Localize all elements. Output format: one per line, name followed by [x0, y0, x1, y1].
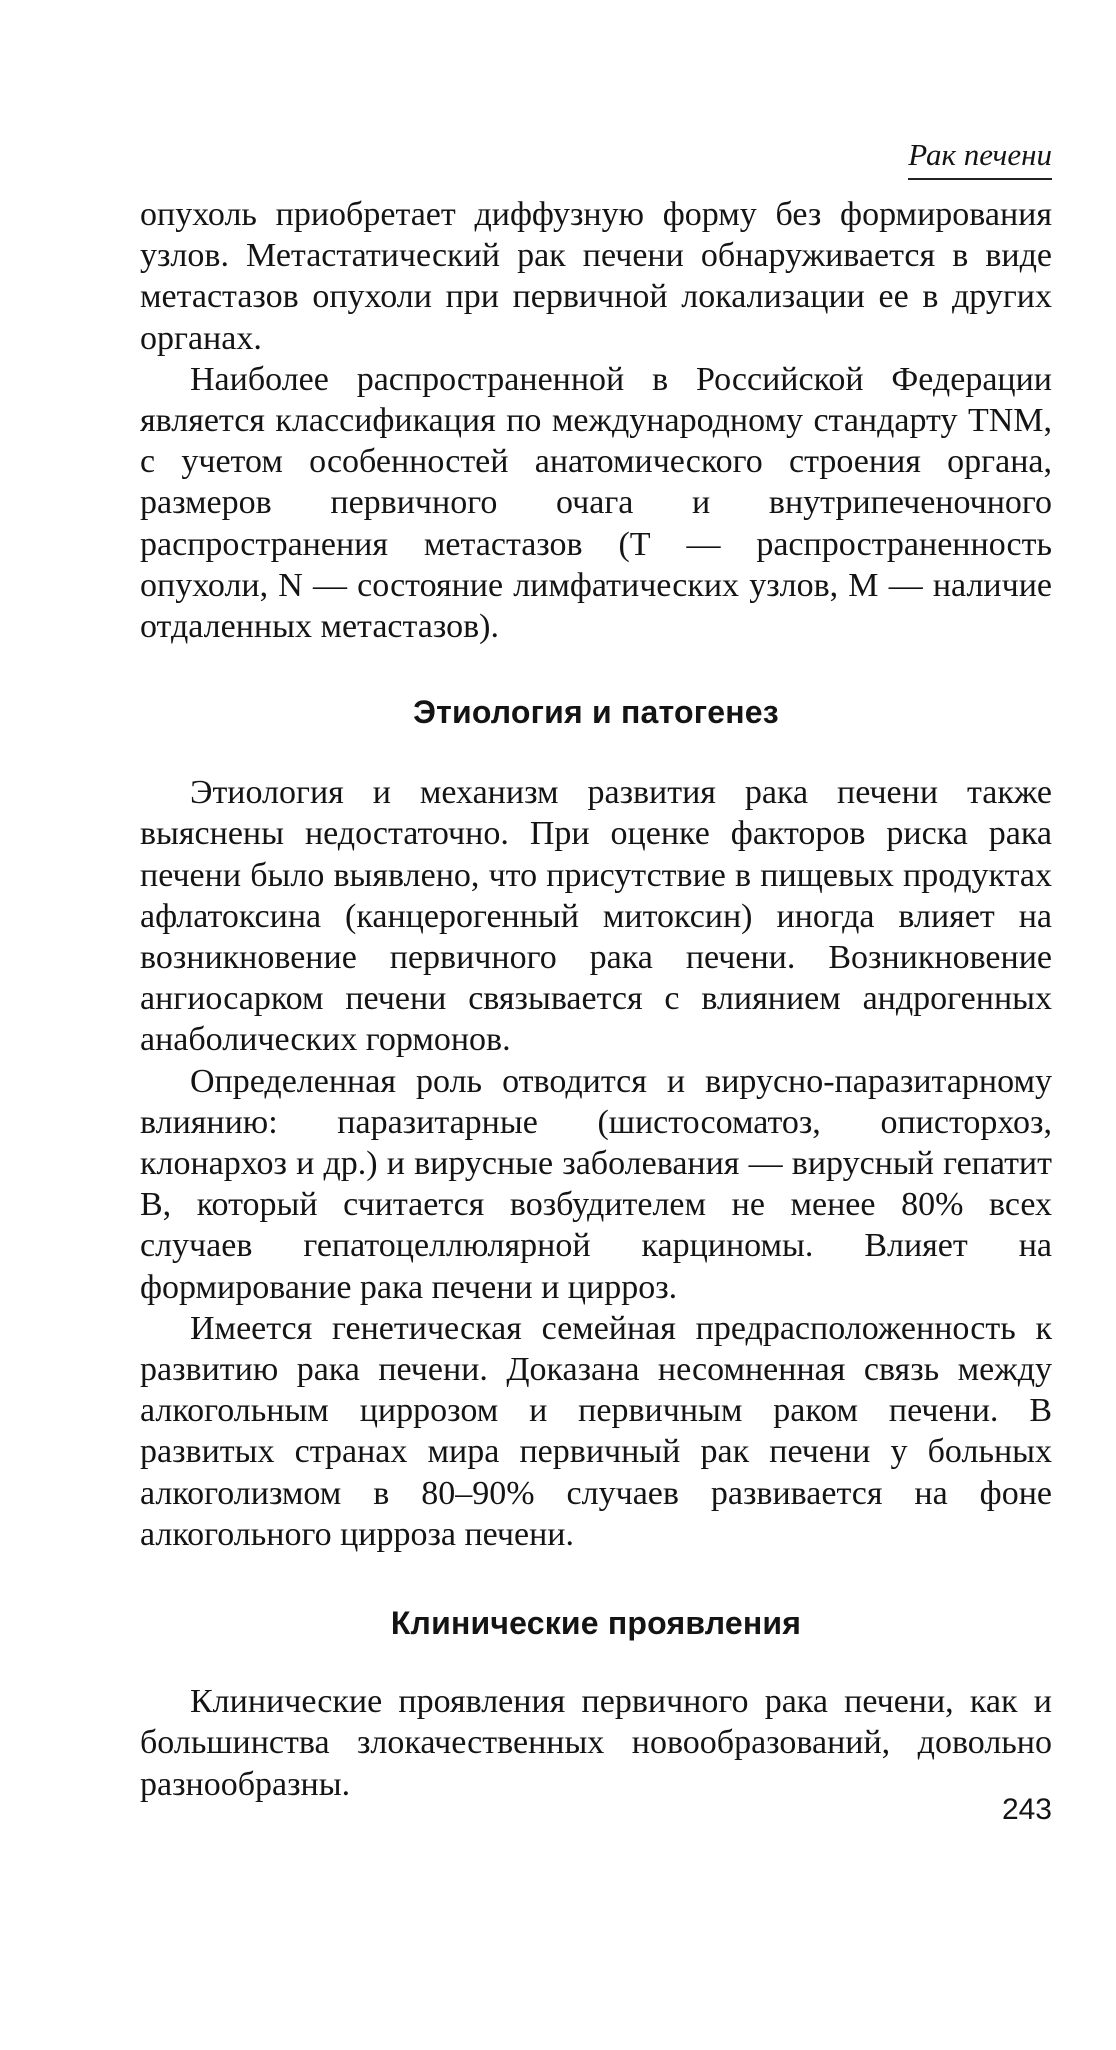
paragraph-clinical-1: Клинические проявления первичного рака печени, как и большинства злокачественных новообразований, довольно разнообразны. [140, 1683, 1052, 1803]
running-head: Рак печени [908, 136, 1052, 180]
paragraph-etiology-3: Имеется генетическая семейная предрасположенность к развитию рака печени. Доказана несомненная связь между алкогольным циррозом и первичным раком печени. В развитых странах мира первичный рак печени у больных алкоголизмом в 80–90% случаев развивается на фоне алкогольного цирроза печени. [140, 1309, 1052, 1553]
paragraph-continuation: опухоль приобретает диффузную форму без формирования узлов. Метастатический рак печени обнаруживается в виде метастазов опухоли при первичной локализации ее в других органах. [140, 196, 1052, 357]
page-body [140, 194, 1052, 1805]
paragraph-etiology-1: Этиология и механизм развития рака печени также выяснены недостаточно. При оценке факторов риска рака печени было выявлено, что присутствие в пищевых продуктах афлатоксина (канцерогенный митоксин) иногда влияет на возникновение первичного рака печени. Возникновение ангиосарком печени связывается с влиянием андрогенных анаболических гормонов. [140, 774, 1052, 1059]
paragraph-classification: Наиболее распространенной в Российской Федерации является классификация по международному стандарту TNM, с учетом особенностей анатомического строения органа, размеров первичного очага и внутрипеченочного распространения метастазов (Т — распространенность опухоли, N — состояние лимфатических узлов, М — наличие отдаленных метастазов). [140, 360, 1052, 646]
page-number: 243 [1001, 1793, 1052, 1826]
section-heading-etiology: Этиология и патогенез [413, 694, 779, 731]
paragraph-etiology-2: Определенная роль отводится и вирусно-паразитарному влиянию: паразитарные (шистосоматоз, описторхоз, клонархоз и др.) и вирусные заболевания — вирусный гепатит В, который считается возбудителем не менее 80% всех случаев гепатоцеллюлярной карциномы. Влияет на формирование рака печени и цирроз. [140, 1062, 1052, 1306]
book-page [140, 0, 1052, 2050]
section-heading-clinical: Клинические проявления [390, 1605, 802, 1642]
